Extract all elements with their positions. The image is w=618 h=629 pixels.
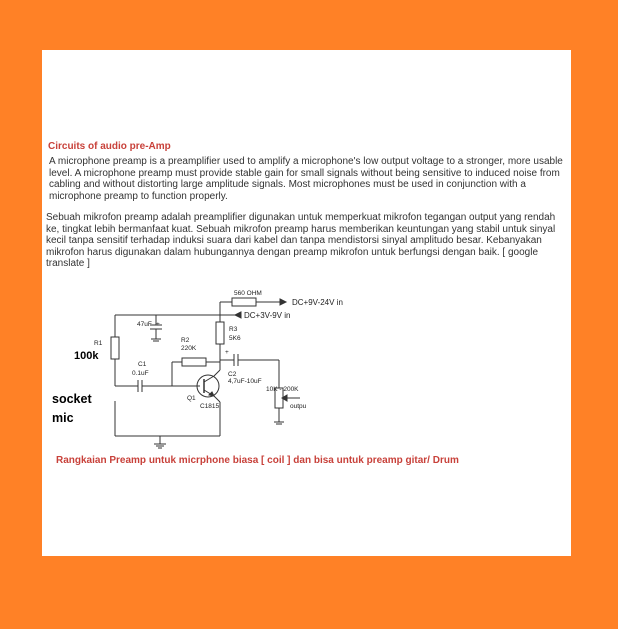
label-supply-low: DC+3V-9V in bbox=[244, 311, 291, 320]
resistor-r1 bbox=[111, 337, 119, 359]
label-socket-line2: mic bbox=[52, 411, 74, 425]
label-c2-value: 4,7uF-10uF bbox=[228, 378, 262, 385]
label-filter-cap: 47uF bbox=[137, 321, 152, 328]
label-c1-value: 0.1uF bbox=[132, 370, 149, 377]
supply-low-arrow-icon bbox=[235, 312, 241, 318]
emitter-arrow-icon bbox=[209, 392, 214, 396]
label-r1-name: R1 bbox=[94, 340, 103, 347]
preamp-circuit-diagram bbox=[42, 50, 571, 556]
label-r3-name: R3 bbox=[229, 326, 238, 333]
label-c2-plus: + bbox=[225, 349, 229, 356]
content-card bbox=[42, 50, 571, 556]
label-r3-value: 5K6 bbox=[229, 335, 241, 342]
q1-collector-lead bbox=[204, 376, 214, 382]
label-r-supply: 560 OHM bbox=[234, 290, 262, 297]
label-r2-name: R2 bbox=[181, 337, 190, 344]
diagram-caption: Rangkaian Preamp untuk micrphone biasa [ coil ] dan bisa untuk preamp gitar/ Drum bbox=[56, 455, 459, 466]
label-r2-value: 220K bbox=[181, 345, 197, 352]
article-title: Circuits of audio pre-Amp bbox=[48, 141, 171, 152]
paragraph-indonesian: Sebuah mikrofon preamp adalah preamplifier digunakan untuk memperkuat mikrofon tegangan output yang rendah ke, tingkat lebih bermanfaat kuat. Sebuah mikrofon preamp harus memberikan keuntungan yang stabil untuk sinyal kecil tanpa sensitif terhadap induksi suara dari kabel dan tanpa mendistorsi sinyal amplitudo besar. Kebanyakan mikrofon harus digunakan dalam hubungannya dengan preamp mikrofon untuk berfungsi dengan baik. [ google translate ] bbox=[46, 212, 556, 269]
resistor-r3 bbox=[216, 322, 224, 344]
label-socket-line1: socket bbox=[52, 392, 92, 406]
label-c2-name: C2 bbox=[228, 371, 237, 378]
paragraph-english: A microphone preamp is a preamplifier used to amplify a microphone's low output voltage to a stronger, more usable level. A microphone preamp must provide stable gain for small signals without being sensitive to induced noise from cabling and without distorting large amplitude signals. Most microphones must be used in conjunction with a microphone preamp to function properly. bbox=[49, 156, 563, 202]
label-c1-name: C1 bbox=[138, 361, 147, 368]
label-pot-value: 10K - 200K bbox=[266, 386, 299, 393]
label-supply-high: DC+9V-24V in bbox=[292, 298, 343, 307]
resistor-560-ohm bbox=[232, 298, 256, 306]
q1-emitter-wire bbox=[214, 396, 220, 402]
label-filter-cap-plus: + bbox=[156, 321, 160, 328]
supply-high-arrow-icon bbox=[280, 299, 286, 305]
label-output: outpu bbox=[290, 403, 307, 410]
label-q1-value: C1815 bbox=[200, 403, 220, 410]
label-q1-name: Q1 bbox=[187, 395, 196, 402]
q1-collector-wire bbox=[214, 370, 220, 376]
label-r1-value: 100k bbox=[74, 350, 99, 362]
resistor-r2 bbox=[182, 358, 206, 366]
transistor-q1 bbox=[197, 375, 219, 397]
